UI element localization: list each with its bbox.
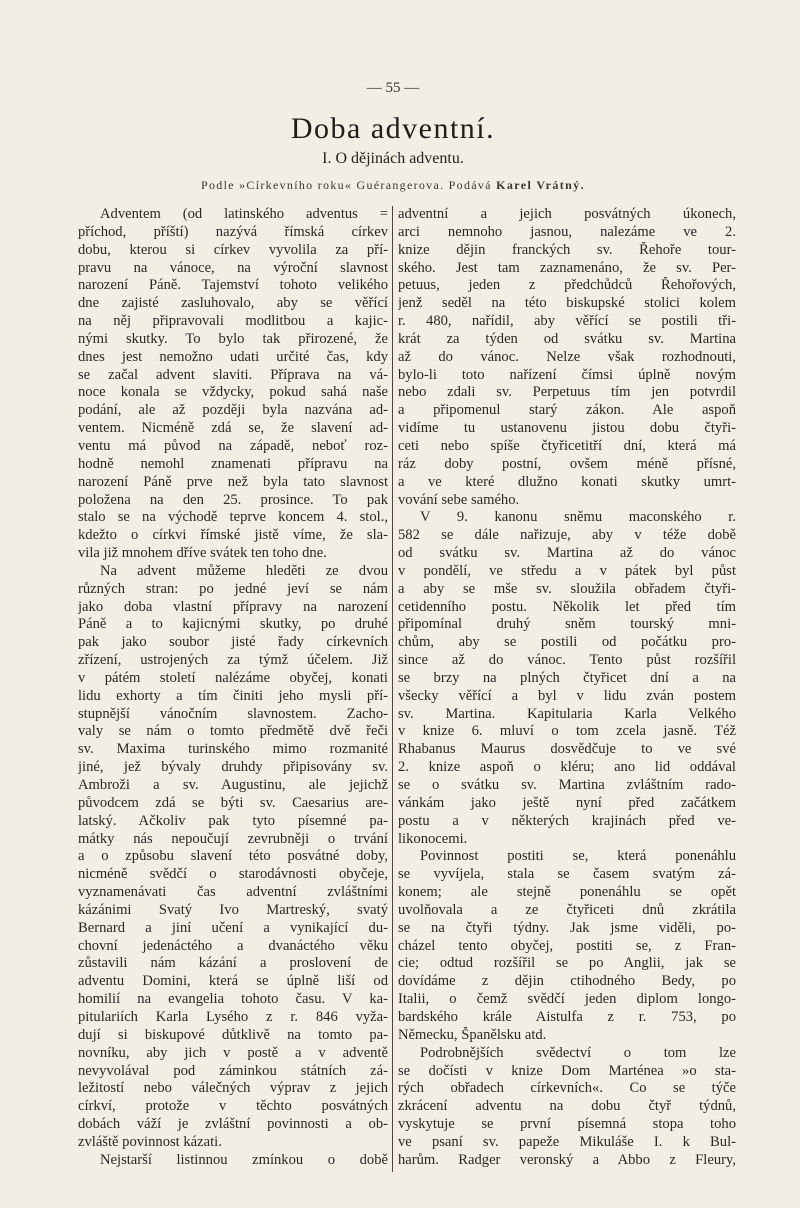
text-line: cie; odtud rozšířil se po Anglii, jak se — [398, 955, 736, 972]
text-line: valy se nám o tomto předmětě dvě řeči — [78, 723, 388, 740]
text-line: nevyvolával pod záminkou státních zá- — [78, 1062, 388, 1079]
text-line: Ambroži a sv. Augustinu, ale jejichž — [78, 777, 388, 793]
text-line: ve psaní sv. papeže Mikuláše I. k Bul- — [398, 1133, 736, 1150]
text-line: se vyvíjela, stala se časem svatým zá- — [398, 866, 736, 883]
text-line: podání, ale až později byla nazvána ad- — [78, 402, 388, 419]
text-line: Adventem (od latinského adventus = — [100, 206, 388, 222]
text-line: všecky věřící a byl v lidu zván postem — [398, 687, 736, 704]
text-line: Německu, Španělsku atd. — [398, 1026, 547, 1043]
page-number: — 55 — — [366, 80, 420, 96]
text-line: dovídáme z dějin ctihodného Bedy, po — [398, 973, 736, 990]
byline-author: Karel Vrátný. — [496, 178, 585, 192]
text-line: stalo se na východě teprve koncem 4. stol., — [78, 509, 388, 526]
text-line: cházel tento obyčej, postiti se, z Fran- — [398, 937, 736, 954]
text-line: latský. Ačkoliv pak tyto písemné pa- — [78, 812, 388, 829]
text-line: vila již mnohem dříve svátek ten toho dne. — [78, 545, 327, 562]
text-line: r. 480, nařídil, aby věřící se postili tři- — [398, 313, 736, 330]
text-line: vyznamenávati čas adventní zvláštními — [78, 884, 388, 901]
text-line: v pátém století nalézáme obyčej, konati — [78, 669, 388, 686]
text-line: v pondělí, ve středu a v pátek byl půst — [398, 562, 736, 579]
paragraph — [78, 563, 388, 1152]
text-line: jiné, jež bývaly druhdy připisovány sv. — [78, 759, 388, 776]
text-line: noce konala se vždycky, pokud sahá naše — [78, 384, 388, 401]
text-line: a ve které dlužno konati skutky umrt- — [398, 473, 736, 490]
text-line: zřízení, ustrojených za týmž účelem. Již — [78, 652, 388, 669]
text-line: adventní a jejich posvátných úkonech, — [398, 206, 736, 222]
paragraph — [398, 848, 736, 1044]
article-subtitle: I. O dějinách adventu. — [322, 150, 464, 167]
text-line: konem; ale stejně ponenáhlu se opět — [398, 884, 736, 901]
text-line: kázánimi Svatý Ivo Martreský, svatý — [78, 901, 388, 918]
text-line: Na advent můžeme hleděti ze dvou — [100, 562, 388, 579]
paragraph — [78, 206, 388, 563]
text-line: ležitostí nebo válečných výprav z jejich — [78, 1080, 388, 1097]
paragraph — [398, 206, 736, 509]
text-line: vánkám jako ještě nyní před začátkem — [398, 794, 736, 811]
text-line: stupnější vánočním slavnostem. Zacho- — [78, 705, 388, 722]
text-line: se začal advent slaviti. Příprava na vá- — [78, 366, 388, 383]
text-line: V 9. kanonu sněmu maconského r. — [420, 509, 736, 526]
text-line: pravu na vánoce, na výroční slavnost — [78, 259, 388, 276]
text-line: Podrobnějších svědectví o tom lze — [420, 1044, 736, 1061]
text-line: ského. Jest tam zaznamenáno, že sv. Per- — [398, 259, 736, 276]
text-line: a připomenul starý zákon. Ale aspoň — [398, 402, 736, 419]
text-line: narození Páně prve než byla tato slavnost — [78, 473, 388, 490]
text-line: zvláště povinnost kázati. — [78, 1133, 222, 1150]
text-line: 582 se dále nařizuje, aby v téže době — [398, 527, 736, 544]
text-line: pitulariích Karla Lysého z r. 846 vyža- — [78, 1008, 388, 1025]
text-line: Bernard a jiní učení a vynikající du- — [78, 919, 388, 936]
column-divider — [392, 206, 393, 1172]
text-line: od svátku sv. Martina až do vánoc — [398, 545, 736, 562]
article-title: Doba adventní. — [290, 112, 496, 145]
text-line: bylo-li toto nařízení čímsi úplně novým — [398, 366, 736, 383]
text-line: Povinnost postiti se, která ponenáhlu — [420, 848, 736, 865]
text-line: Nejstarší listinnou zmínkou o době — [100, 1151, 388, 1168]
text-line: Rhabanus Maurus dosvědčuje to ve své — [398, 741, 736, 758]
text-line: se brzy na plných čtyřicet dní a na — [398, 669, 736, 686]
text-line: jenž seděl na této biskupské stolici kolem — [398, 295, 736, 312]
text-line: a aby se mše sv. sloužila obřadem čtyři- — [398, 580, 736, 597]
text-line: pak jako soubor jisté řady církevních — [78, 634, 388, 651]
text-line: adventu Domini, která se úplně liší od — [78, 973, 388, 990]
text-line: chům, aby se postili od počátku pro- — [398, 634, 736, 651]
right-column — [398, 206, 736, 1170]
text-line: různých stran: po jedné jeví se nám — [78, 580, 388, 597]
text-line: církví, protože v těchto posvátných — [78, 1098, 388, 1115]
text-line: položena na den 25. prosince. To pak — [78, 491, 388, 508]
text-line: nebo zdali sv. Perpetuus tím jen potvrdil — [398, 384, 736, 401]
text-line: postu a v některých krajinách před ve- — [398, 812, 736, 829]
text-line: homilií na evangelia tohoto času. V ka- — [78, 991, 388, 1008]
text-line: vidíme tu ustanovenu jistou dobu čtyři- — [398, 420, 736, 437]
text-line: ventem. Nicméně zdá se, že slavení ad- — [78, 420, 388, 437]
left-column — [78, 206, 388, 1170]
text-line: až do vánoc. Nelze však rozhodnouti, — [398, 348, 736, 365]
text-line: a o způsobu slavení této posvátné doby, — [78, 848, 388, 865]
byline — [0, 178, 786, 193]
text-line: jako doba vlastní přípravy na narození — [78, 598, 388, 615]
text-line: dují si biskupové důtklivě na tomto pa- — [78, 1026, 388, 1043]
text-line: dobách váží je zvláštní povinnosti a ob- — [78, 1116, 388, 1133]
text-line: chovní jedenáctého a dvanáctého věku — [78, 937, 388, 954]
text-line: vování sebe samého. — [398, 491, 520, 508]
text-line: dnes jest nemožno udati určité čas, kdy — [78, 348, 388, 365]
paragraph — [398, 1045, 736, 1170]
text-line: 2. knize aspoň o kléru; ano lid oddával — [398, 759, 736, 776]
paragraph — [78, 1152, 388, 1170]
text-line: ventu má původ na západě, neboť roz- — [78, 437, 388, 454]
text-line: Italii, o čemž svědčí jeden diplom longo- — [398, 991, 736, 1008]
text-line: narození Páně. Tajemství tohoto velikého — [78, 277, 388, 294]
text-line: ceti nebo spíše čtyřicetitří dní, která má — [398, 437, 736, 454]
text-line: původcem zdá se býti sv. Caesarius are- — [78, 794, 388, 811]
text-line: na něj připravovali modlitbou a kajic- — [78, 313, 388, 330]
text-line: since až do vánoc. Tento půst rozšířil — [398, 652, 736, 669]
text-line: lidu exhorty a tím činiti jeho mysli pří- — [78, 687, 388, 704]
text-line: nicméně svědčí o starodávnosti obyčeje, — [78, 866, 388, 883]
text-line: rých obřadech církevních«. Co se týče — [398, 1080, 736, 1097]
text-line: arci nemnoho jasnou, nalezáme ve 2. — [398, 223, 736, 240]
text-line: nými skutky. To bylo tak přirozené, že — [78, 330, 388, 347]
text-line: sv. Martina. Kapitularia Karla Velkého — [398, 705, 736, 722]
text-line: Páně a to kajicnými skutky, po druhé — [78, 616, 388, 633]
text-line: petuus, jeden z předchůdců Řehořových, — [398, 277, 736, 294]
text-line: se dočísti v knize Dom Marténea »o sta- — [398, 1062, 736, 1079]
text-line: kdežto o církvi římské jistě víme, že sla- — [78, 527, 388, 544]
text-line: vyskytuje se první písemná stopa toho — [398, 1116, 736, 1133]
text-line: sv. Maxima turinského mimo rozmanité — [78, 741, 388, 758]
text-line: cetidenního postu. Několik let před tím — [398, 598, 736, 615]
text-line: krát za týden od svátku sv. Martina — [398, 330, 736, 347]
text-line: zkrácení adventu na dobu čtyř týdnů, — [398, 1098, 736, 1115]
text-line: v knize 6. mluví o tom zcela jasně. Též — [398, 723, 736, 740]
text-line: dne zajisté zasluhovalo, aby se věřící — [78, 295, 388, 312]
text-line: uvolňovala a ze čtyřiceti dnů zkrátila — [398, 901, 736, 918]
text-line: dobu, kterou si církev vyvolila za pří- — [78, 241, 388, 258]
byline-source: Podle »Církevního roku« Guérangerova. Podává — [201, 178, 492, 192]
text-line: ráz doby postní, ovšem méně přísné, — [398, 455, 736, 472]
text-line: mátky nás nepoučují zevrubněji o trvání — [78, 830, 388, 847]
text-line: knize dějin franckých sv. Řehoře tour- — [398, 241, 736, 258]
text-line: připomínal druhý sněm tourský mni- — [398, 616, 736, 633]
text-line: příchod, příští) nazývá římská církev — [78, 223, 388, 240]
text-line: novníku, aby jich v postě a v adventě — [78, 1044, 388, 1061]
text-line: hodně nemohl znamenati přípravu na — [78, 455, 388, 472]
text-line: harům. Radger veronský a Abbo z Fleury, — [398, 1151, 736, 1168]
text-line: se na čtyři týdny. Jak jsme viděli, po- — [398, 919, 736, 936]
text-line: likonocemi. — [398, 830, 468, 847]
text-line: se o svátku sv. Martina zvláštním rado- — [398, 777, 736, 793]
paragraph — [398, 509, 736, 848]
text-line: bardského krále Aistulfa z r. 753, po — [398, 1008, 736, 1025]
text-line: zůstavili nám kázání a proslovení de — [78, 955, 388, 972]
